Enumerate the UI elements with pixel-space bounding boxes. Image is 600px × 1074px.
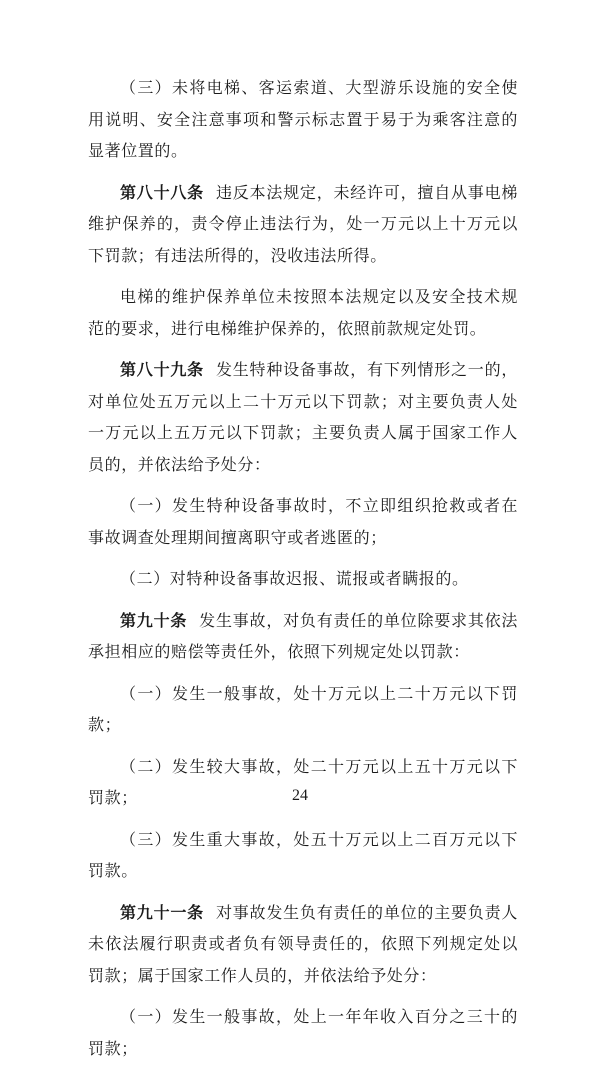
- paragraph: [88, 824, 518, 887]
- paragraph: [88, 72, 518, 167]
- paragraph-text: 对事故发生负有责任的单位的主要负责人未依法履行职责或者负有领导责任的，依照下列规定处以罚款；属于国家工作人员的，并依法给予处分：: [88, 902, 518, 985]
- article-heading: 第八十九条: [120, 360, 204, 379]
- paragraph: [88, 177, 518, 272]
- article-heading: 第八十八条: [120, 182, 204, 202]
- paragraph-text: （三）未将电梯、客运索道、大型游乐设施的安全使用说明、安全注意事项和警示标志置于易于为乘客注意的显著位置的。: [88, 78, 518, 160]
- paragraph-text: （三）发生重大事故，处五十万元以上二百万元以下罚款。: [88, 829, 518, 880]
- article-heading: 第九十一条: [120, 902, 204, 922]
- document-body: [88, 72, 518, 1074]
- paragraph-text: 发生事故，对负有责任的单位除要求其依法承担相应的赔偿等责任外，依照下列规定处以罚款：: [88, 610, 518, 661]
- paragraph-text: 发生特种设备事故，有下列情形之一的，对单位处五万元以上二十万元以下罚款；对主要负责人处一万元以上五万元以下罚款；主要负责人属于国家工作人员的，并依法给予处分：: [88, 360, 518, 474]
- paragraph-text: （一）发生特种设备事故时，不立即组织抢救或者在事故调查处理期间擅离职守或者逃匿的；: [88, 496, 518, 547]
- paragraph: [88, 281, 518, 344]
- paragraph: [88, 605, 518, 668]
- paragraph-text: （二）发生较大事故，处二十万元以上五十万元以下罚款；: [88, 756, 518, 807]
- paragraph: [88, 490, 518, 553]
- paragraph: [88, 678, 518, 741]
- paragraph-text: （二）对特种设备事故迟报、谎报或者瞒报的。: [120, 569, 469, 588]
- paragraph: [88, 897, 518, 992]
- paragraph-text: 电梯的维护保养单位未按照本法规定以及安全技术规范的要求，进行电梯维护保养的，依照前款规定处罚。: [88, 287, 518, 338]
- paragraph: [88, 1001, 518, 1064]
- article-heading: 第九十条: [120, 610, 188, 630]
- paragraph: [88, 354, 518, 480]
- paragraph-text: （一）发生一般事故，处十万元以上二十万元以下罚款；: [88, 683, 518, 734]
- page-number: 24: [292, 787, 308, 804]
- paragraph: [88, 563, 518, 595]
- paragraph-text: 违反本法规定，未经许可，擅自从事电梯维护保养的，责令停止违法行为，处一万元以上十万元以下罚款；有违法所得的，没收违法所得。: [88, 182, 518, 265]
- paragraph-text: （一）发生一般事故，处上一年年收入百分之三十的罚款；: [88, 1007, 518, 1058]
